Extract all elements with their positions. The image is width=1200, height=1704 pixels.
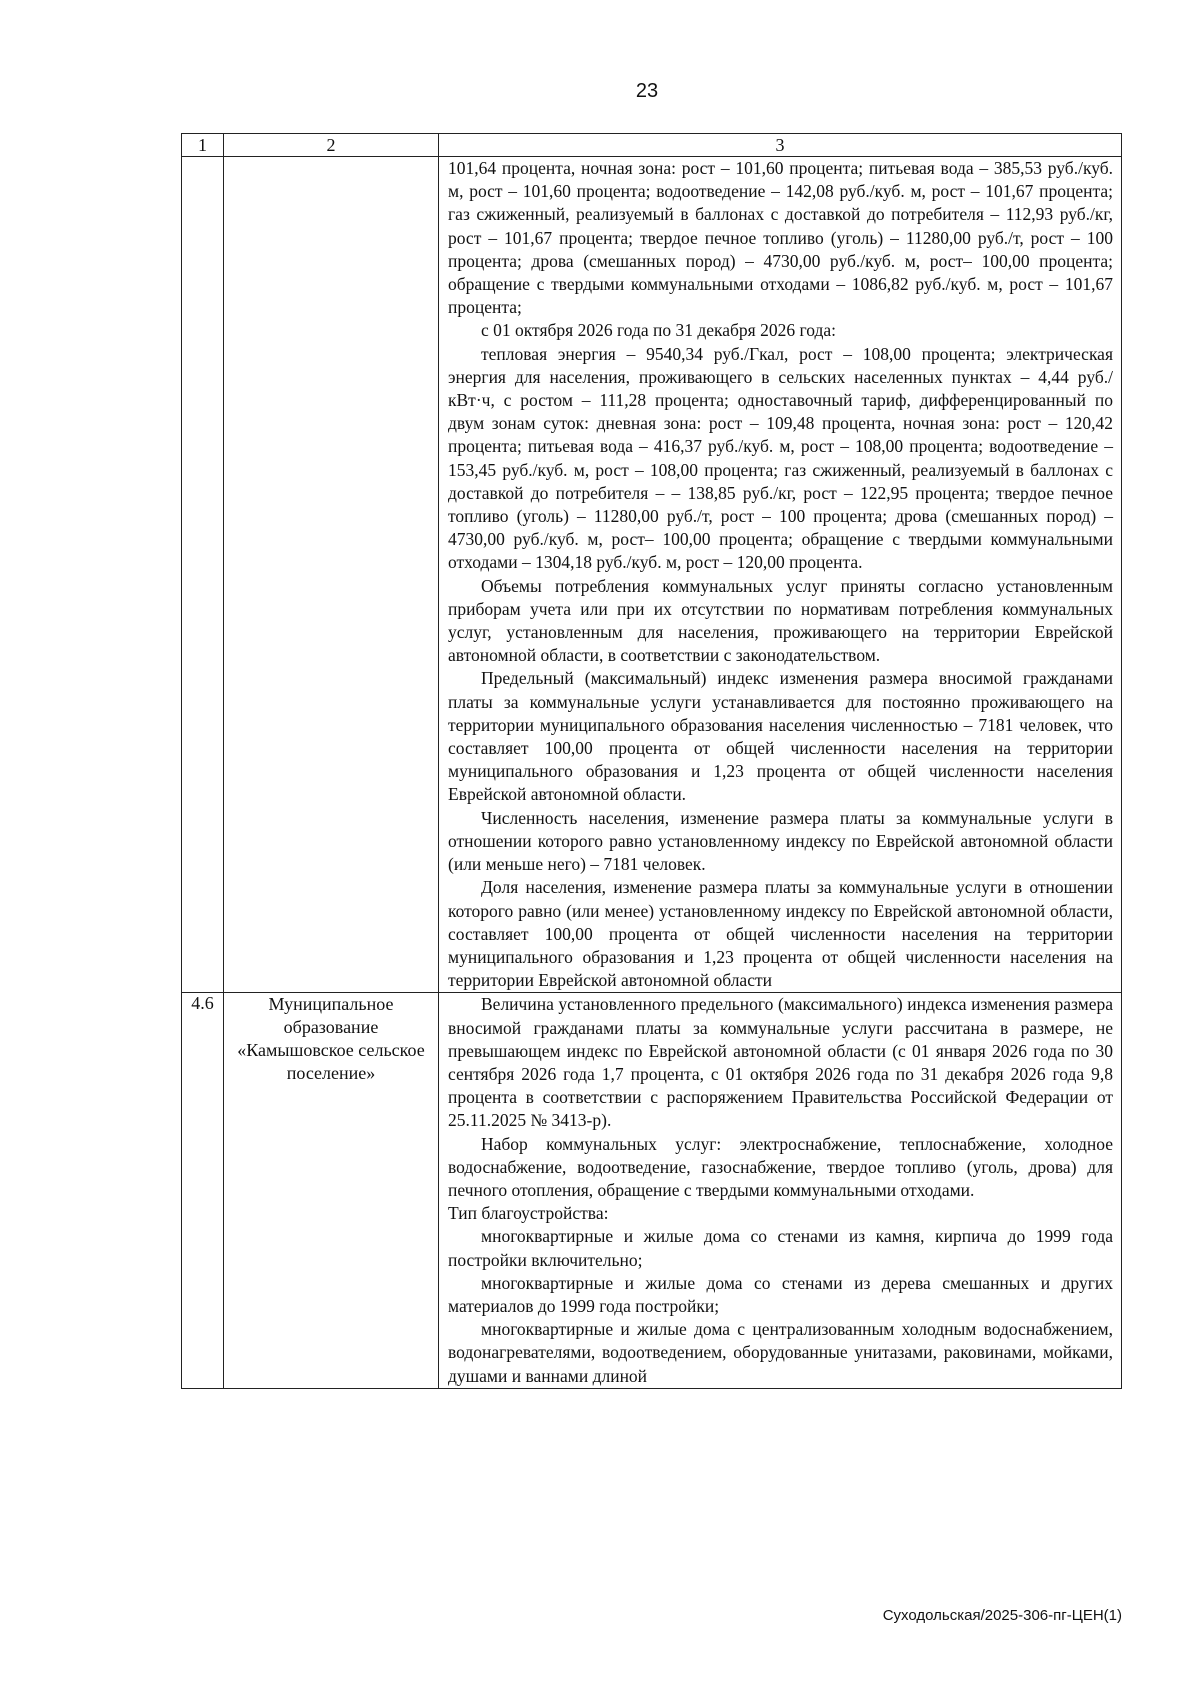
paragraph: Доля населения, изменение размера платы за коммунальные услуги в отношении которого равно (или менее) установленному индексу по Еврейской автономной области, составляет 100,00 процента от общей численности населения на территории муниципального образования и 1,23 процента от общей численности населения на территории Еврейской автономной области xyxy=(448,877,1113,991)
paragraph: Набор коммунальных услуг: электроснабжение, теплоснабжение, холодное водоснабжение, водоотведение, газоснабжение, твердое топливо (уголь, дрова) для печного отопления, обращение с твердыми коммунальными отходами. xyxy=(448,1133,1113,1200)
paragraph: Предельный (максимальный) индекс изменения размера вносимой гражданами платы за коммунальные услуги устанавливается для постоянно проживающего на территории муниципального образования населения численностью – 7181 человек, что составляет 100,00 процента от общей численности населения на территории муниципального образования и 1,23 процента от общей численности населения Еврейской автономной области. xyxy=(448,668,1113,805)
paragraph: многоквартирные и жилые дома со стенами из дерева смешанных и других материалов до 1999 года постройки; xyxy=(448,1272,1113,1316)
paragraph: тепловая энергия – 9540,34 руб./Гкал, рост – 108,00 процента; электрическая энергия для населения, проживающего в сельских населенных пунктах – 4,44 руб./кВт·ч, с ростом – 111,28 процента; одноставочный тариф, дифференцированный по двум зонам суток: дневная зона: рост – 109,48 процента, ночная зона: рост – 120,42 процента; питьевая вода – 416,37 руб./куб. м, рост – 108,00 процента; водоотведение – 153,45 руб./куб. м, рост – 108,00 процента; газ сжиженный, реализуемый в баллонах с доставкой до потребителя – – 138,85 руб./кг, рост – 122,95 процента; твердое печное топливо (уголь) – 11280,00 руб./т, рост – 100 процента; дрова (смешанных пород) – 4730,00 руб./куб. м, рост– 100,00 процента; обращение с твердыми коммунальными отходами – 1304,18 руб./куб. м, рост – 120,00 процента. xyxy=(448,343,1113,573)
description-cell xyxy=(439,993,1122,1388)
document-reference-footer: Суходольская/2025-306-пг-ЦЕН(1) xyxy=(882,1607,1122,1624)
page-number: 23 xyxy=(635,80,659,102)
tariff-table xyxy=(181,133,1122,1389)
table-header-row xyxy=(182,134,1122,157)
row-number-cell xyxy=(182,157,224,993)
row-number-cell: 4.6 xyxy=(182,993,224,1388)
header-col-1: 1 xyxy=(182,134,224,157)
paragraph: Тип благоустройства: xyxy=(448,1203,609,1224)
municipality-cell: Муниципальное образование «Камышовское сельское поселение» xyxy=(224,993,439,1388)
municipality-cell xyxy=(224,157,439,993)
table-row xyxy=(182,993,1122,1388)
description-cell xyxy=(439,157,1122,993)
paragraph: многоквартирные и жилые дома с централизованным холодным водоснабжением, водонагревателями, водоотведением, оборудованные унитазами, раковинами, мойками, душами и ваннами длиной xyxy=(448,1319,1113,1386)
header-col-2: 2 xyxy=(224,134,439,157)
paragraph: Величина установленного предельного (максимального) индекса изменения размера вносимой гражданами платы за коммунальные услуги рассчитана в размере, не превышающем индекс по Еврейской автономной области (с 01 января 2026 года по 30 сентября 2026 года 1,7 процента, с 01 октября 2026 года по 31 декабря 2026 года 9,8 процента в соответствии с распоряжением Правительства Российской Федерации от 25.11.2025 № 3413-р). xyxy=(448,994,1113,1131)
paragraph: с 01 октября 2026 года по 31 декабря 2026 года: xyxy=(481,320,837,341)
paragraph: Объемы потребления коммунальных услуг приняты согласно установленным приборам учета или при их отсутствии по нормативам потребления коммунальных услуг, установленным для населения, проживающего на территории Еврейской автономной области, в соответствии с законодательством. xyxy=(448,575,1113,666)
paragraph: 101,64 процента, ночная зона: рост – 101,60 процента; питьевая вода – 385,53 руб./куб. м, рост – 101,60 процента; водоотведение – 142,08 руб./куб. м, рост – 101,67 процента; газ сжиженный, реализуемый в баллонах с доставкой до потребителя – 112,93 руб./кг, рост – 101,67 процента; твердое печное топливо (уголь) – 11280,00 руб./т, рост – 100 процента; дрова (смешанных пород) – 4730,00 руб./куб. м, рост– 100,00 процента; обращение с твердыми коммунальными отходами – 1086,82 руб./куб. м, рост – 101,67 процента; xyxy=(448,158,1113,318)
paragraph: Численность населения, изменение размера платы за коммунальные услуги в отношении которого равно установленному индексу по Еврейской автономной области (или меньше него) – 7181 человек. xyxy=(448,807,1113,875)
table-row xyxy=(182,157,1122,993)
header-col-3: 3 xyxy=(439,134,1122,157)
paragraph: многоквартирные и жилые дома со стенами из камня, кирпича до 1999 года постройки включительно; xyxy=(448,1226,1113,1270)
